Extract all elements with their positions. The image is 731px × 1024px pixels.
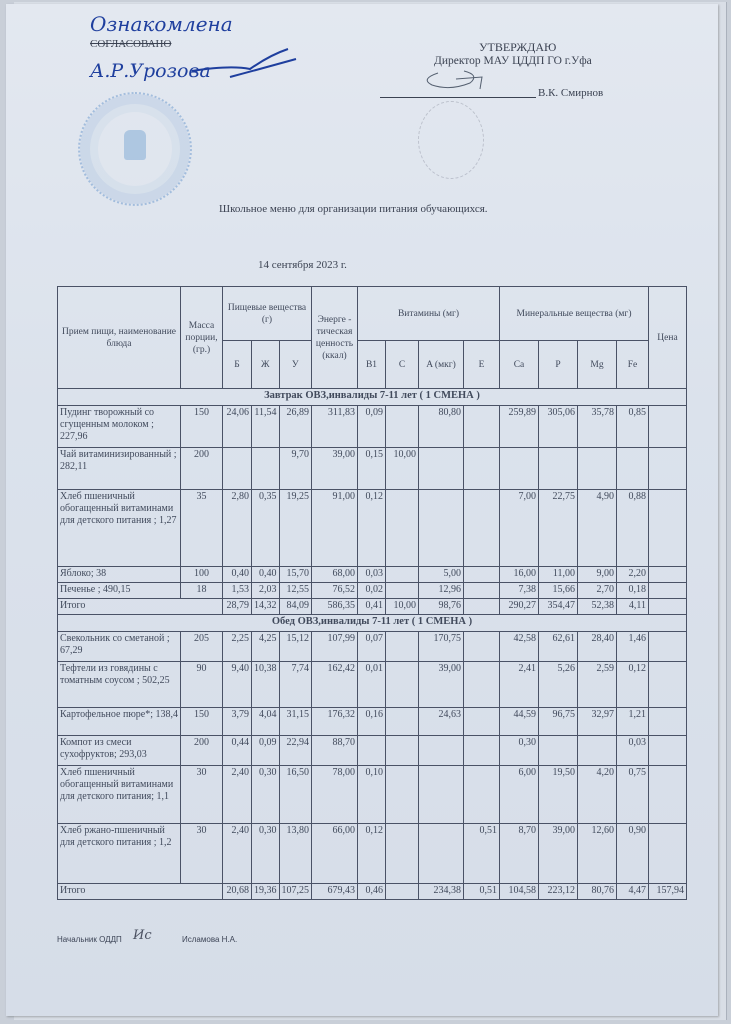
cell-b: 2,40 [223,824,252,884]
cell-energy: 176,32 [312,708,358,736]
total-zh: 19,36 [252,884,280,900]
total-e [464,599,500,615]
cell-energy: 88,70 [312,736,358,766]
cell-a [419,766,464,824]
header-ca: Ca [500,341,539,389]
cell-mg: 28,40 [578,632,617,662]
cell-fe: 0,88 [617,490,649,567]
dish-row [58,490,687,567]
cell-c [386,490,419,567]
cell-ca: 44,59 [500,708,539,736]
cell-ca: 0,30 [500,736,539,766]
cell-u: 15,70 [279,567,312,583]
cell-a [419,736,464,766]
cell-b1: 0,10 [358,766,386,824]
header-p: P [539,341,578,389]
total-ca: 104,58 [500,884,539,900]
section-title: Завтрак ОВЗ,инвалиды 7-11 лет ( 1 СМЕНА ) [58,389,687,406]
cell-energy: 39,00 [312,448,358,490]
cell-a: 12,96 [419,583,464,599]
cell-b1: 0,15 [358,448,386,490]
total-b: 20,68 [223,884,252,900]
cell-u: 19,25 [279,490,312,567]
approval-left-signature: А.Р.Урозова [90,60,211,82]
cell-fe: 1,46 [617,632,649,662]
cell-p: 19,50 [539,766,578,824]
dish-mass: 205 [181,632,223,662]
cell-b: 1,53 [223,583,252,599]
dish-name: Яблоко; 38 [58,567,181,583]
cell-c [386,567,419,583]
cell-mg [578,448,617,490]
total-row [58,599,687,615]
dish-row [58,583,687,599]
cell-price [649,448,687,490]
cell-price [649,583,687,599]
cell-energy: 78,00 [312,766,358,824]
cell-ca: 7,38 [500,583,539,599]
cell-e [464,632,500,662]
header-price: Цена [649,287,687,389]
cell-p [539,448,578,490]
round-stamp-right [418,101,484,179]
cell-b1: 0,07 [358,632,386,662]
cell-b1: 0,03 [358,567,386,583]
cell-fe: 1,21 [617,708,649,736]
approval-right-position: Директор МАУ ЦДДП ГО г.Уфа [434,55,592,67]
cell-u: 9,70 [279,448,312,490]
cell-a: 80,80 [419,406,464,448]
dish-row [58,406,687,448]
cell-ca: 259,89 [500,406,539,448]
cell-p: 22,75 [539,490,578,567]
cell-mg [578,736,617,766]
signature-stroke-icon [190,45,300,85]
total-p: 223,12 [539,884,578,900]
cell-c [386,736,419,766]
dish-mass: 18 [181,583,223,599]
cell-mg: 4,90 [578,490,617,567]
cell-energy: 68,00 [312,567,358,583]
total-mg: 52,38 [578,599,617,615]
cell-zh: 0,09 [252,736,280,766]
cell-fe: 0,12 [617,662,649,708]
cell-price [649,662,687,708]
header-nutrients: Пищевые вещества (г) [223,287,312,341]
cell-u: 15,12 [279,632,312,662]
cell-b1: 0,12 [358,824,386,884]
cell-energy: 91,00 [312,490,358,567]
cell-c [386,766,419,824]
dish-name: Компот из смеси сухофруктов; 293,03 [58,736,181,766]
total-b1: 0,46 [358,884,386,900]
cell-fe [617,448,649,490]
total-label: Итого [58,884,223,900]
header-mg: Mg [578,341,617,389]
dish-name: Печенье ; 490,15 [58,583,181,599]
cell-ca [500,448,539,490]
cell-ca: 42,58 [500,632,539,662]
dish-row [58,708,687,736]
header-u: У [279,341,312,389]
cell-c [386,406,419,448]
cell-b1: 0,01 [358,662,386,708]
cell-c [386,662,419,708]
cell-zh: 4,25 [252,632,280,662]
director-signature-icon [420,65,500,95]
cell-e [464,567,500,583]
cell-mg: 9,00 [578,567,617,583]
dish-mass: 200 [181,448,223,490]
cell-b: 9,40 [223,662,252,708]
dish-mass: 30 [181,766,223,824]
cell-p: 15,66 [539,583,578,599]
cell-u: 16,50 [279,766,312,824]
cell-p: 62,61 [539,632,578,662]
total-e: 0,51 [464,884,500,900]
signature-line [380,97,536,98]
dish-row [58,824,687,884]
cell-price [649,824,687,884]
dish-name: Свекольник со сметаной ; 67,29 [58,632,181,662]
cell-e [464,490,500,567]
cell-u: 7,74 [279,662,312,708]
cell-a [419,490,464,567]
dish-mass: 90 [181,662,223,708]
cell-a [419,448,464,490]
dish-mass: 30 [181,824,223,884]
total-a: 234,38 [419,884,464,900]
total-p: 354,47 [539,599,578,615]
cell-c [386,583,419,599]
total-b1: 0,41 [358,599,386,615]
cell-a [419,824,464,884]
cell-u: 22,94 [279,736,312,766]
total-price: 157,94 [649,884,687,900]
cell-mg: 2,70 [578,583,617,599]
total-energy: 679,43 [312,884,358,900]
header-energy: Энерге - тическая ценность (ккал) [312,287,358,389]
cell-ca: 7,00 [500,490,539,567]
cell-zh: 4,04 [252,708,280,736]
cell-b1: 0,09 [358,406,386,448]
header-e: E [464,341,500,389]
cell-b1 [358,736,386,766]
cell-price [649,736,687,766]
cell-a: 5,00 [419,567,464,583]
document-date: 14 сентября 2023 г. [258,259,347,271]
cell-a: 39,00 [419,662,464,708]
cell-energy: 311,83 [312,406,358,448]
header-mass: Масса порции, (гр.) [181,287,223,389]
total-label: Итого [58,599,223,615]
header-vitamins: Витамины (мг) [358,287,500,341]
cell-zh [252,448,280,490]
total-price [649,599,687,615]
cell-u: 26,89 [279,406,312,448]
cell-ca: 8,70 [500,824,539,884]
cell-fe: 0,03 [617,736,649,766]
header-meal: Прием пищи, наименование блюда [58,287,181,389]
total-row [58,884,687,900]
cell-fe: 2,20 [617,567,649,583]
cell-p [539,736,578,766]
cell-a: 24,63 [419,708,464,736]
dish-mass: 100 [181,567,223,583]
cell-u: 31,15 [279,708,312,736]
cell-fe: 0,18 [617,583,649,599]
cell-c: 10,00 [386,448,419,490]
cell-fe: 0,75 [617,766,649,824]
cell-b: 2,40 [223,766,252,824]
cell-e [464,766,500,824]
cell-zh: 0,30 [252,824,280,884]
dish-name: Картофельное пюре*; 138,4 [58,708,181,736]
cell-price [649,708,687,736]
cell-b: 0,44 [223,736,252,766]
cell-p: 305,06 [539,406,578,448]
section-row [58,615,687,632]
header-row-1 [58,287,687,341]
cell-energy: 107,99 [312,632,358,662]
total-ca: 290,27 [500,599,539,615]
cell-energy: 66,00 [312,824,358,884]
total-fe: 4,47 [617,884,649,900]
cell-e [464,583,500,599]
cell-ca: 16,00 [500,567,539,583]
dish-mass: 200 [181,736,223,766]
footer-position: Начальник ОДДП [57,935,122,944]
cell-p: 11,00 [539,567,578,583]
menu-table [57,286,687,900]
total-c [386,884,419,900]
cell-a: 170,75 [419,632,464,662]
dish-mass: 150 [181,406,223,448]
total-fe: 4,11 [617,599,649,615]
header-b1: B1 [358,341,386,389]
dish-row [58,632,687,662]
cell-zh: 0,30 [252,766,280,824]
header-minerals: Минеральные вещества (мг) [500,287,649,341]
dish-name: Чай витаминизированный ; 282,11 [58,448,181,490]
header-b: Б [223,341,252,389]
dish-name: Хлеб ржано-пшеничный для детского питания ; 1,2 [58,824,181,884]
cell-c [386,632,419,662]
cell-price [649,490,687,567]
document-title: Школьное меню для организации питания обучающихся. [219,203,488,215]
cell-p: 96,75 [539,708,578,736]
dish-row [58,662,687,708]
cell-e [464,662,500,708]
cell-e [464,736,500,766]
handwritten-acknowledged: Ознакомлена [90,12,233,36]
stamp-emblem-icon [124,130,146,160]
total-b: 28,79 [223,599,252,615]
cell-zh: 0,35 [252,490,280,567]
total-zh: 14,32 [252,599,280,615]
cell-energy: 76,52 [312,583,358,599]
cell-u: 12,55 [279,583,312,599]
total-u: 107,25 [279,884,312,900]
section-title: Обед ОВЗ,инвалиды 7-11 лет ( 1 СМЕНА ) [58,615,687,632]
footer-signature: Ис [133,928,152,943]
cell-b: 0,40 [223,567,252,583]
total-u: 84,09 [279,599,312,615]
cell-zh: 10,38 [252,662,280,708]
cell-price [649,632,687,662]
cell-p: 5,26 [539,662,578,708]
cell-b1: 0,02 [358,583,386,599]
cell-mg: 12,60 [578,824,617,884]
dish-name: Пудинг творожный со сгущенным молоком ; 227,96 [58,406,181,448]
cell-c [386,708,419,736]
footer-name: Исламова Н.А. [182,935,238,944]
total-a: 98,76 [419,599,464,615]
cell-b1: 0,16 [358,708,386,736]
cell-mg: 2,59 [578,662,617,708]
cell-e: 0,51 [464,824,500,884]
total-mg: 80,76 [578,884,617,900]
cell-zh: 11,54 [252,406,280,448]
dish-name: Хлеб пшеничный обогащенный витаминами для детского питания; 1,1 [58,766,181,824]
cell-p: 39,00 [539,824,578,884]
header-c: C [386,341,419,389]
cell-fe: 0,85 [617,406,649,448]
cell-price [649,567,687,583]
approval-left-label: СОГЛАСОВАНО [90,38,172,50]
approval-right-label: УТВЕРЖДАЮ [479,40,557,54]
cell-mg: 32,97 [578,708,617,736]
cell-b: 2,80 [223,490,252,567]
header-fe: Fe [617,341,649,389]
dish-row [58,766,687,824]
cell-e [464,708,500,736]
dish-row [58,567,687,583]
dish-name: Тефтели из говядины с томатным соусом ; 502,25 [58,662,181,708]
total-energy: 586,35 [312,599,358,615]
dish-name: Хлеб пшеничный обогащенный витаминами для детского питания ; 1,27 [58,490,181,567]
cell-b: 3,79 [223,708,252,736]
cell-mg: 4,20 [578,766,617,824]
dish-row [58,448,687,490]
dish-mass: 150 [181,708,223,736]
cell-c [386,824,419,884]
cell-u: 13,80 [279,824,312,884]
cell-fe: 0,90 [617,824,649,884]
cell-ca: 2,41 [500,662,539,708]
cell-mg: 35,78 [578,406,617,448]
section-row [58,389,687,406]
round-stamp-left [78,92,192,206]
cell-e [464,406,500,448]
cell-e [464,448,500,490]
cell-b: 2,25 [223,632,252,662]
cell-price [649,766,687,824]
dish-mass: 35 [181,490,223,567]
header-zh: Ж [252,341,280,389]
cell-b1: 0,12 [358,490,386,567]
cell-zh: 2,03 [252,583,280,599]
dish-row [58,736,687,766]
cell-energy: 162,42 [312,662,358,708]
approval-right-name: В.К. Смирнов [538,87,604,99]
total-c: 10,00 [386,599,419,615]
cell-b: 24,06 [223,406,252,448]
cell-zh: 0,40 [252,567,280,583]
header-a: A (мкг) [419,341,464,389]
cell-ca: 6,00 [500,766,539,824]
cell-b [223,448,252,490]
cell-price [649,406,687,448]
